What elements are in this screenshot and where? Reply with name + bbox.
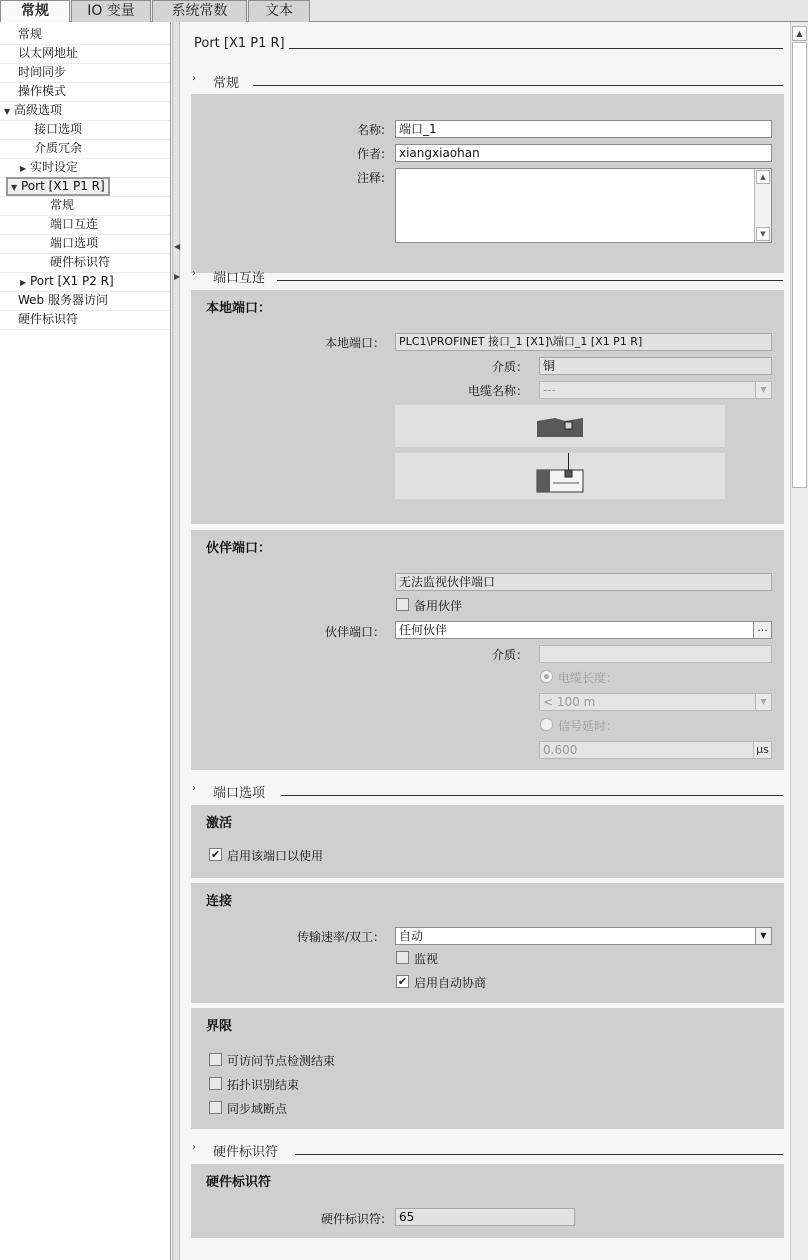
name-input[interactable]: 端口_1 <box>395 120 772 138</box>
section-port-options-title[interactable]: 端口选项 <box>213 786 266 801</box>
scroll-up-icon[interactable]: ▲ <box>756 170 770 184</box>
partner-port-panel <box>191 530 784 770</box>
device-graphic-area <box>395 453 725 499</box>
comment-label: 注释: <box>356 171 385 185</box>
section-hwid-title[interactable]: 硬件标识符 <box>213 1145 279 1160</box>
cable-name-label: 电缆名称： <box>467 384 528 398</box>
tree-item[interactable] <box>18 291 108 310</box>
title-divider <box>289 48 783 49</box>
cable-length-dropdown-chevron-icon[interactable]: ▼ <box>755 693 772 711</box>
partner-port-input[interactable]: 任何伙伴 <box>395 621 754 639</box>
main-scrollbar[interactable] <box>790 22 808 1260</box>
plc-device-icon <box>395 453 725 499</box>
boundary-label: 可访问节点检测结束 <box>227 1054 336 1068</box>
collapsed-arrow-icon[interactable]: ▶ <box>20 164 27 173</box>
tree-item[interactable] <box>18 25 42 44</box>
expanded-arrow-icon[interactable]: ▼ <box>11 183 18 192</box>
tree-item-label: 常规 <box>18 27 43 41</box>
expand-right-arrow-icon[interactable]: ▶ <box>174 272 181 281</box>
tree-item-label: 端口选项 <box>50 236 99 250</box>
name-label: 名称: <box>356 123 385 137</box>
cable-name-dropdown-chevron-icon[interactable]: ▼ <box>755 381 772 399</box>
tree-item-label: 以太网地址 <box>18 46 79 60</box>
tree-item[interactable] <box>50 234 98 253</box>
boundary-checkbox[interactable] <box>209 1101 222 1114</box>
partner-port-heading: 伙伴端口： <box>206 541 272 556</box>
connection-panel <box>191 883 784 1003</box>
scrollbar-thumb[interactable] <box>792 42 807 488</box>
section-interconnect-title[interactable]: 端口互连 <box>213 271 266 286</box>
boundary-checkbox[interactable] <box>209 1053 222 1066</box>
checkmark-icon: ✔ <box>210 848 221 861</box>
partner-port-browse-button[interactable]: ... <box>753 621 772 639</box>
tree-item-label: 操作模式 <box>18 84 67 98</box>
tree-item[interactable] <box>18 63 66 82</box>
collapse-left-arrow-icon[interactable]: ◀ <box>174 242 181 251</box>
enable-port-label: 启用该端口以使用 <box>227 849 324 863</box>
boundaries-heading: 界限 <box>206 1019 233 1034</box>
partner-medium-label: 介质： <box>491 648 528 662</box>
page-title: Port [X1 P1 R] <box>194 36 285 51</box>
switch-graphic-area <box>395 405 725 447</box>
scroll-down-icon[interactable]: ▼ <box>756 227 770 241</box>
tree-item[interactable] <box>50 215 98 234</box>
local-port-field: PLC1\PROFINET 接口_1 [X1]\端口_1 [X1 P1 R] <box>395 333 772 351</box>
expanded-arrow-icon[interactable]: ▼ <box>4 107 11 116</box>
tree-item-label: 常规 <box>50 198 75 212</box>
cable-length-label: 电缆长度： <box>558 671 619 685</box>
panel-splitter[interactable] <box>172 22 180 1260</box>
alt-partner-label: 备用伙伴 <box>414 599 463 613</box>
tree-item-label: 实时设定 <box>30 160 79 174</box>
nav-tree <box>0 22 171 1260</box>
signal-delay-label: 信号延时： <box>558 719 619 733</box>
hwid-panel <box>191 1164 784 1238</box>
tab-system-constants[interactable]: 系统常数 <box>152 0 247 22</box>
enable-port-checkbox[interactable] <box>209 848 222 861</box>
activate-panel <box>191 805 784 878</box>
tree-item-label: 硬件标识符 <box>50 255 111 269</box>
autoneg-label: 启用自动协商 <box>414 976 487 990</box>
cable-name-dropdown[interactable]: --- <box>539 381 772 399</box>
tree-item[interactable] <box>18 82 66 101</box>
transfer-rate-dropdown-chevron-icon[interactable]: ▼ <box>755 927 772 945</box>
boundary-label: 拓扑识别结束 <box>227 1078 300 1092</box>
cable-length-dropdown[interactable]: < 100 m <box>539 693 772 711</box>
author-input[interactable]: xiangxiaohan <box>395 144 772 162</box>
tree-row-divider <box>0 139 171 140</box>
partner-medium-field <box>539 645 772 663</box>
tree-item-label: 介质冗余 <box>34 141 83 155</box>
section-general-chevron-icon[interactable]: › <box>192 73 196 84</box>
tree-item-label: 高级选项 <box>14 103 63 117</box>
tab-bar <box>0 0 808 22</box>
section-hwid-divider <box>295 1154 783 1155</box>
author-label: 作者: <box>356 147 385 161</box>
tree-item-label: 硬件标识符 <box>18 312 79 326</box>
comment-textarea[interactable] <box>395 168 772 243</box>
monitor-label: 监视 <box>414 952 439 966</box>
boundary-checkbox[interactable] <box>209 1077 222 1090</box>
section-interconnect-divider <box>277 280 783 281</box>
section-port-options-chevron-icon[interactable]: › <box>192 783 196 794</box>
cable-length-radio[interactable] <box>540 670 553 683</box>
activate-heading: 激活 <box>206 816 233 831</box>
tab-texts[interactable]: 文本 <box>248 0 310 22</box>
monitor-checkbox[interactable] <box>396 951 409 964</box>
local-medium-label: 介质： <box>491 360 528 374</box>
tree-item-label: 时间同步 <box>18 65 67 79</box>
tab-io-tags[interactable]: IO 变量 <box>71 0 151 22</box>
transfer-rate-label: 传输速率/双工： <box>296 930 385 944</box>
section-hwid-chevron-icon[interactable]: › <box>192 1142 196 1153</box>
tree-item-label: Port [X1 P2 R] <box>30 274 114 288</box>
tree-item-label: Port [X1 P1 R] <box>21 179 105 193</box>
local-port-label: 本地端口： <box>324 336 385 350</box>
tree-item[interactable] <box>18 44 78 63</box>
connection-heading: 连接 <box>206 894 233 909</box>
hwid-heading: 硬件标识符 <box>206 1175 272 1190</box>
partner-status-field: 无法监视伙伴端口 <box>395 573 772 591</box>
tree-item[interactable] <box>18 310 78 329</box>
tree-item-label: 端口互连 <box>50 217 99 231</box>
partner-port-label: 伙伴端口： <box>324 625 385 639</box>
tree-item[interactable] <box>20 158 78 177</box>
tree-item[interactable] <box>6 177 110 196</box>
tree-row-divider <box>0 329 171 330</box>
section-interconnect-chevron-icon[interactable]: › <box>192 268 196 279</box>
boundaries-panel <box>191 1008 784 1129</box>
comment-scrollbar[interactable] <box>754 169 771 242</box>
hwid-field: 65 <box>395 1208 575 1226</box>
checkmark-icon: ✔ <box>397 975 408 988</box>
local-port-panel <box>191 290 784 524</box>
section-general-title[interactable]: 常规 <box>213 76 240 91</box>
collapsed-arrow-icon[interactable]: ▶ <box>20 278 27 287</box>
alt-partner-checkbox[interactable] <box>396 598 409 611</box>
hwid-label: 硬件标识符: <box>320 1212 385 1226</box>
section-general-divider <box>253 85 783 86</box>
properties-content <box>181 22 790 1260</box>
signal-delay-input[interactable]: 0.600 <box>539 741 772 759</box>
local-port-heading: 本地端口： <box>206 301 272 316</box>
transfer-rate-dropdown[interactable]: 自动 <box>395 927 756 945</box>
tree-row-divider <box>0 120 171 121</box>
tree-item[interactable] <box>50 196 74 215</box>
tree-item[interactable] <box>34 139 82 158</box>
scroll-up-icon[interactable]: ▲ <box>792 26 807 41</box>
tree-item[interactable] <box>50 253 110 272</box>
local-medium-field: 铜 <box>539 357 772 375</box>
tab-general[interactable]: 常规 <box>0 0 70 23</box>
tree-item-label: Web 服务器访问 <box>18 293 108 307</box>
signal-delay-radio[interactable] <box>540 718 553 731</box>
tree-row-divider <box>0 196 171 197</box>
tree-item[interactable] <box>4 101 62 120</box>
boundary-label: 同步域断点 <box>227 1102 288 1116</box>
tree-item[interactable] <box>34 120 82 139</box>
signal-delay-unit: µs <box>753 741 772 759</box>
tree-item[interactable] <box>20 272 114 291</box>
autoneg-checkbox[interactable] <box>396 975 409 988</box>
general-panel <box>191 94 784 273</box>
switch-icon <box>395 405 725 447</box>
tree-item-label: 接口选项 <box>34 122 83 136</box>
section-port-options-divider <box>281 795 783 796</box>
